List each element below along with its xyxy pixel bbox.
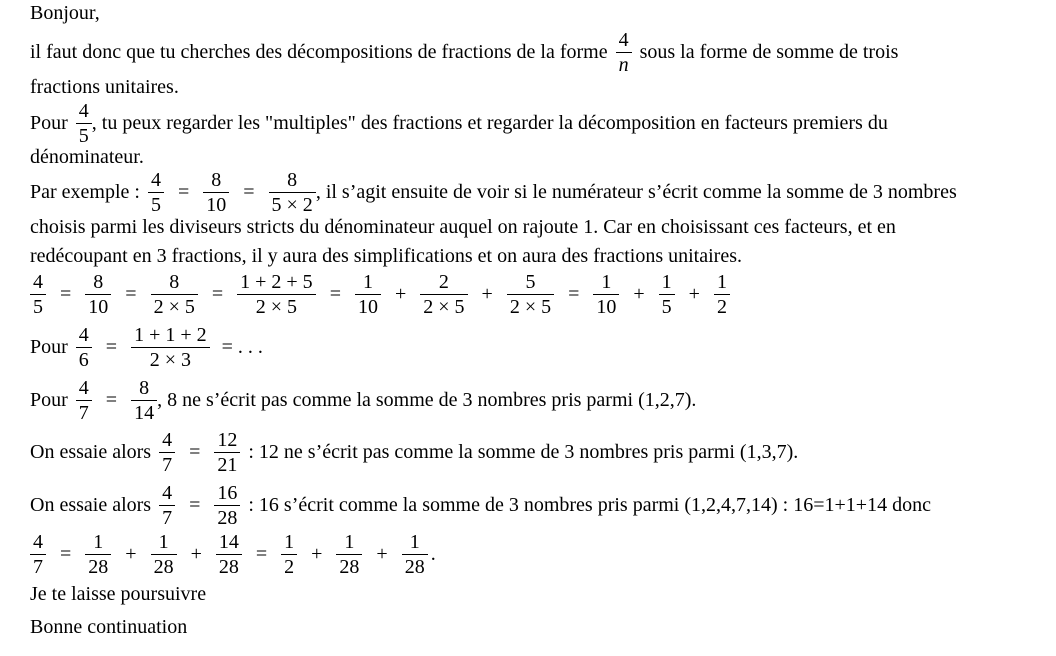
fraction: $\frac{4}{7}$ — [76, 376, 92, 425]
fraction: $\frac{1}{5}$ — [659, 270, 675, 319]
fraction: $\frac{1}{2}$ — [714, 270, 730, 319]
plus: + — [633, 283, 645, 305]
fraction: $\frac{4}{5}$ — [30, 270, 46, 319]
fraction: $\frac{8}{10}$ — [85, 270, 111, 319]
example-text: , il s’agit ensuite de voir si le numérateur s’écrit comme la somme de 3 nombres — [315, 181, 957, 203]
fraction: $\frac{8}{14}$ — [131, 376, 157, 425]
intro-text-after: sous la forme de somme de trois — [639, 41, 899, 63]
pour46-line — [30, 323, 263, 372]
plus: + — [394, 283, 407, 305]
fraction: $\frac{1}{2}$ — [281, 530, 297, 579]
fraction: $\frac{16}{28}$ — [214, 481, 240, 530]
equals: = — [105, 336, 118, 358]
fraction: $\frac{5}{2 \times 5}$ — [507, 270, 554, 319]
fraction: $\frac{4}{6}$ — [76, 323, 92, 372]
fraction: $\frac{1 + 1 + 2}{2 \times 3}$ — [131, 323, 210, 372]
equals: = — [243, 181, 255, 203]
fraction: $\frac{8}{5 \times 2}$ — [269, 168, 316, 217]
plus: + — [481, 283, 493, 305]
pour45-line2: dénominateur. — [30, 146, 144, 168]
fraction: $\frac{1}{10}$ — [355, 270, 381, 319]
equation-4-7 — [27, 530, 436, 579]
essai1-text: : 12 ne s’écrit pas comme la somme de 3 nombres pris parmi (1,3,7). — [248, 441, 799, 463]
plus: + — [688, 283, 700, 305]
fraction: $\frac{1}{10}$ — [593, 270, 619, 319]
intro-text: il faut donc que tu cherches des décompositions de fractions de la forme — [30, 41, 608, 63]
fraction: $\frac{14}{28}$ — [216, 530, 242, 579]
example-line — [30, 168, 957, 217]
fraction: $\frac{4}{7}$ — [159, 428, 175, 477]
essai2-line — [30, 481, 931, 530]
example-line2: choisis parmi les diviseurs stricts du dénominateur auquel on rajoute 1. Car en choisissant ces facteurs, et en — [30, 216, 896, 238]
essai2-text: : 16 s’écrit comme la somme de 3 nombres pris parmi (1,2,4,7,14) : 16=1+1+14 donc — [248, 494, 931, 516]
pour45-line — [30, 99, 888, 148]
equals: = — [568, 283, 580, 305]
pour-word: Pour — [30, 389, 68, 411]
plus: + — [190, 543, 202, 565]
essai-label: On essaie alors — [30, 494, 152, 516]
equals: = — [255, 543, 268, 565]
fraction: $\frac{1}{28}$ — [402, 530, 428, 579]
equals: = — [125, 283, 137, 305]
example-label: Par exemple : — [30, 181, 140, 203]
equals: = — [177, 181, 190, 203]
fraction: $\frac{4}{7}$ — [30, 530, 46, 579]
fraction-4-5: $\frac{4}{5}$ — [76, 99, 92, 148]
fraction: $\frac{4}{7}$ — [159, 481, 175, 530]
closing-line1: Je te laisse poursuivre — [30, 583, 207, 605]
essai-label: On essaie alors — [30, 441, 152, 463]
plus: + — [311, 543, 323, 565]
equals: = — [60, 543, 72, 565]
ellipsis: = . . . — [221, 336, 263, 358]
fraction: $\frac{1}{28}$ — [151, 530, 177, 579]
fraction: $\frac{1}{28}$ — [85, 530, 111, 579]
plus: + — [125, 543, 137, 565]
pour-word: Pour — [30, 336, 68, 358]
pour-word: Pour — [30, 112, 68, 134]
fraction: $\frac{1}{28}$ — [336, 530, 362, 579]
equals: = — [60, 283, 72, 305]
equals: = — [105, 389, 118, 411]
intro-line2: fractions unitaires. — [30, 76, 179, 98]
fraction: $\frac{12}{21}$ — [214, 428, 240, 477]
period: . — [430, 543, 436, 565]
fraction: $\frac{8}{10}$ — [203, 168, 229, 217]
intro-line — [30, 28, 1036, 77]
equation-4-5 — [27, 270, 733, 319]
fraction-4-n: $\frac{4}{n}$ — [616, 28, 632, 77]
pour45-text: , tu peux regarder les "multiples" des fractions et regarder la décomposition en facteurs premiers du — [91, 112, 888, 134]
fraction: $\frac{1 + 2 + 5}{2 \times 5}$ — [237, 270, 316, 319]
fraction: $\frac{2}{2 \times 5}$ — [420, 270, 467, 319]
equals: = — [189, 494, 201, 516]
pour47-line — [30, 376, 696, 425]
essai1-line — [30, 428, 798, 477]
equals: = — [329, 283, 341, 305]
equals: = — [189, 441, 201, 463]
closing-line2: Bonne continuation — [30, 616, 188, 638]
plus: + — [376, 543, 388, 565]
pour47-text: , 8 ne s’écrit pas comme la somme de 3 nombres pris parmi (1,2,7). — [157, 389, 697, 411]
example-line3: redécoupant en 3 fractions, il y aura des simplifications et on aura des fractions unitaires. — [30, 245, 742, 267]
equals: = — [211, 283, 224, 305]
greeting: Bonjour, — [30, 2, 100, 24]
fraction: $\frac{8}{2 \times 5}$ — [151, 270, 198, 319]
fraction: $\frac{4}{5}$ — [148, 168, 164, 217]
